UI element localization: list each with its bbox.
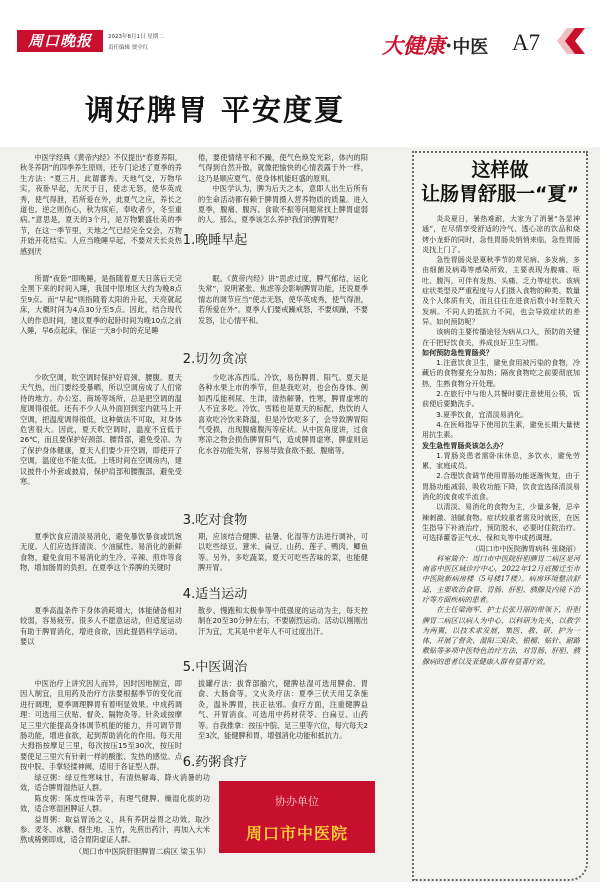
sidebar-subheading: 发生急性胃肠炎该怎么办？	[422, 440, 508, 450]
sidebar-title	[412, 158, 588, 206]
section-heading: 1.晚睡早起	[182, 233, 248, 248]
list-item: 4.在医师指导下使用抗生素，避免长期大量使用抗生素。	[422, 419, 580, 440]
sidebar-title-line: 让肠胃舒服一“夏”	[421, 183, 579, 205]
issue-date: 2023年8月1日 星期二	[108, 34, 164, 40]
list-item: 2.合理饮食调节使用胃肠功能逐渐恢复，由于胃肠功能减弱，吸收功能下降，饮食宜选择清淡易消化的流食或半流食。	[422, 471, 580, 502]
intro-right	[198, 153, 368, 233]
section-3-right	[198, 532, 368, 574]
section-1-right	[198, 274, 368, 337]
paragraph: 炎炎夏日，暑热难耐，大家为了消暑“各显神通”，在尽情享受舒适的冷气、透心凉的饮品和烧烤小龙虾的同时，急性胃肠炎悄悄来临，急性胃肠炎找上门了。	[422, 214, 580, 254]
list-item: 以清淡、易消化的食物为主，少量多餐，忌辛辣刺激、油腻食物。症状较重者需及时就医，在医生指导下补液治疗，预防脱水，必要时住院治疗。可选择藿香正气水、保和丸等中成药调理。	[422, 502, 580, 543]
paragraph: 期，应该结合健脾、祛暑、化湿等方法进行调补，可以吃些绿豆、薏米、扁豆、山药、莲子、鸭肉、鲫鱼等。另外，多吃蔬菜，夏天可吃些苦味的菜，也能健脾开胃。	[198, 532, 368, 573]
list-item: 2.在旅行中与他人共餐时要注意使用公筷，饭前便后要勤洗手。	[422, 389, 580, 409]
newspaper-logo: 周口晚报	[17, 30, 103, 52]
paragraph: 中医学认为，脾为后天之本，意即人出生后所有的生命活动都有赖于脾胃摄入营养物质的质量。进入夏季，腹痛、腹泻、食欲不振等问题常找上脾胃虚弱的人。那么，夏季该怎么养护我们的脾胃呢？	[198, 184, 368, 225]
dept-intro: 在主任梁海军、护士长张月丽的带领下，肝胆脾胃二病区以病人为中心，以科研为先头，以教学为两翼，以技术求发展，集医、教、研、护为一体，开展了督灸、温阳三阳灸、银榴、贴针、耐路敷贴等多项中医特色治疗方法，对胃肠、肝胆、胰腺病的患者以及亚健康人群有显著疗效。	[422, 605, 580, 666]
dept-intro: 科室简介：周口市中医院肝胆脾胃二病区是河南省中医区域诊疗中心，2022年12月底搬迁至市中医院新病房楼（5号楼17楼）。病房环境整洁舒适，主要收治食管、胃肠、肝胆、胰腺及内镜下治疗等方面疾病的患者。	[422, 553, 580, 604]
section-heading: 6.药粥食疗	[182, 755, 248, 770]
paragraph: 夏季高温条件下身体消耗增大，体能储备相对较弱，容易疲劳。很多人不愿意运动，但适度运动有助于脾胃消化，增进食欲，因此提倡科学运动。要以	[20, 606, 182, 647]
section-sub: 中医	[452, 37, 489, 58]
list-item: 1.注意饮食卫生，避免食用被污染的食物，冷藏后的食物要充分加热；隔夜食物吃之前要彻底加热，生熟食物分开处理。	[422, 358, 580, 388]
paragraph: 眠。《黄帝内经》讲“思虑过度，脾气郁结，运化失常”，说明紧张、焦虑等会影响脾胃功能，还说夏季情志的调节应当“使志无怒，使华英成秀，使气得泄，若所爱在外”。夏季人们要戒躁戒怒，不要烦躁，不要发怒，让心情平和。	[198, 274, 368, 325]
paragraph: 所谓“夜卧”即晚睡，是指随着夏天日落后天完全黑下来的时间入睡，我国中原地区大约为晚8点至9点。而“早起”则指随着太阳的升起，天亮就起床，大概时间为4点30分至5点。因此，结合现代人的作息时间，建议夏季的起卧时间为晚10点之前入睡，早6点起床，保证一天8小时的充足睡	[20, 274, 182, 336]
chevron-left-icon	[555, 28, 585, 54]
list-item: 3.夏季饮食，宜清淡易消化。	[436, 409, 529, 419]
section-heading: 3.吃对食物	[182, 513, 248, 528]
paragraph: 拔罐疗法：拔背部腧穴，健脾祛湿可选用脾俞、胃俞、大肠俞等。文火灸疗法：夏季三伏天用艾条施灸，温补脾胃，扶正祛邪。食疗方面，注重健脾益气、开胃消食。可选用中药材茯苓、白扁豆、山药等。自我推拿：按压中脘、足三里等穴位，每穴每天2至3次，能健脾和胃，增强消化功能和抵抗力。	[198, 679, 368, 741]
sponsor-label: 协办单位	[275, 795, 319, 808]
paragraph: 夏季饮食应清淡易消化，避免暴饮暴食或饥饱无度。人们应选择清淡、少油腻性、易消化的新鲜食物，避免食用不易消化的生冷、辛辣、煎炸等食物，增加肠胃的负担。在夏季这个养脾的关键时	[20, 532, 182, 573]
sidebar-title-line: 这样做	[471, 159, 529, 181]
paragraph: 中医治疗上讲究因人而异，因时因地制宜，即因人制宜，且用药及治疗方法要根据季节的变化而进行调理，夏季调理脾胃有着明显效果。中成药调理：可选用三伏贴、督灸、隔物灸等。针灸或按摩足三里穴能提高身体调节机能的能力，并可调节胃肠功能，增进食欲，起到帮助消化的作用。每天用大拇指按摩足三里，每次按压15至30次，按压时要使足三里穴有针刺一样的酸胀、发热的感觉。点按中脘、手掌轻揉神阙，适用于各证型人群。	[20, 679, 182, 772]
paragraph: 陈皮粥：陈皮性味苦辛，有理气健脾、燥湿化痰的功效，适合寒湿困脾证人群。	[20, 793, 210, 814]
section-heading: 2.切勿贪凉	[182, 352, 248, 367]
section-2-left	[20, 373, 182, 498]
sidebar-content	[422, 214, 580, 874]
paragraph: 中医学经典《黄帝内经》不仅提出“春夏养阳，秋冬养阴”的四季养生原则，还专门论述了夏季的养生方法：“夏三月，此谓蕃秀。天地气交，万物华实，夜卧早起，无厌于日，使志无怒，使华英成秀，使气得泄，若所爱在外，此夏气之应，养长之道也。逆之则伤心，秋为痎疟，奉收者少，冬至重病。”意思是，夏天的3个月，是万物繁盛壮美的季节，在这一季节里，天地之气已经完全交会，万物开始开花结实。人应当晚睡早起，不要对天长炎热感到厌	[20, 153, 182, 256]
sidebar-subheading: 如何预防急性胃肠炎？	[422, 347, 493, 357]
section-5-right	[198, 679, 368, 751]
intro-left	[20, 153, 182, 256]
section-4-right	[198, 606, 368, 648]
section-heading: 4.适当运动	[182, 587, 248, 602]
list-item: 1.胃肠炎患者需卧床休息，多饮水，避免劳累，家庭成员。	[422, 450, 580, 471]
section-6	[20, 773, 210, 877]
author-credit: （周口市中医院肝胆脾胃二病区 梁玉华）	[74, 846, 210, 856]
paragraph: 倦，要使情绪平和不躁，使气色焕发光彩，体内的阳气得到自然升散，就像把愉快的心情表露于外一样，这乃是顺应夏气、使身体机能旺盛的原则。	[198, 153, 368, 183]
sponsor-name: 周口市中医院	[245, 824, 348, 843]
section-3-left	[20, 532, 182, 574]
editor: 责任编辑 贾全红	[108, 45, 149, 51]
paragraph: 散步、慢跑和太极拳等中低强度的运动为主，每天控制在20至30分钟左右，不要剧烈运动。活动以刚刚出汗为宜，尤其是中老年人不可过度出汗。	[198, 606, 368, 636]
section-5-left	[20, 679, 182, 772]
paragraph: 绿豆粥：绿豆性寒味甘，有清热解毒、降火消暑的功效，适合脾胃湿热证人群。	[20, 773, 210, 793]
section-heading: 5.中医调治	[182, 660, 248, 675]
paragraph: 益胃粥：取益胃汤之义，具有养阴益胃之功效。取沙参、麦冬、冰糖、细生地、玉竹，先煎出药汁，再加入大米熬成稀粥即成，适合胃阴虚证人群。	[20, 814, 210, 845]
paragraph: 该病的主要传播途径为病从口入，预防的关键在于把好饮食关，养成良好卫生习惯。	[422, 327, 580, 347]
paragraph: 少吹空调，吹空调时保护好肩颈、腰腹。夏天天气热，出门要经受暴晒，所以空调房成了人们常待的地方。办公室、商场等场所，总是把空调的温度调得很低。还有不少人从外面回到室内就马上开空调，把温度调得很低，这种做法不可取，对身体危害很大。因此，夏天吹空调时，温度不宜低于26℃，而且要保护好颈部、腰背部，避免受凉。为了保护身体健康，夏天人们要少开空调，即使开了空调，温度也不能太低。上班时间在空调房内，建议披件小外套或披肩，保护肩部和腰腹部，避免受寒。	[20, 373, 182, 487]
page-number: A7	[512, 30, 541, 55]
section-1-left	[20, 274, 182, 337]
headline: 调好脾胃 平安度夏	[84, 93, 346, 127]
section-title: 大健康·中医	[382, 33, 489, 58]
sponsor-box	[219, 781, 375, 853]
section-name: 大健康	[382, 33, 445, 58]
paragraph: 少吃冰冻西瓜、冷饮，易伤脾胃、阳气。夏天是各种水果上市的季节，但是我吃对，也会伤身体。例如西瓜能利尿、生津，清热解暑，性寒，脾胃虚寒的人不宜多吃。冷饮、雪糕也是夏天的标配，热饮的人喜欢吃冷饮来降温，但是冷饮吃多了，会导致脾胃阳气受损，出现腹痛腹泻等症状。从中医角度讲，过食寒凉之物会损伤脾胃阳气，造成脾胃虚寒，脾虚则运化水谷功能失常，容易导致食欲不振、腹痛等。	[198, 373, 368, 455]
section-4-left	[20, 606, 182, 648]
issue-meta	[108, 32, 164, 54]
section-2-right	[198, 373, 368, 498]
paragraph: 急性胃肠炎是夏秋季节的常见病、多发病，多由细菌及病毒等感染所致，主要表现为腹痛、呕吐、腹泻，可伴有发热、头痛、乏力等症状。该病症状类型及严重程度与人们摄入食物的种类、数量及个人体质有关，而且往往在进食后数小时至数天发病。不同人的抵抗力不同，也会导致症状的差异。如何预防呢？	[422, 255, 580, 326]
author-credit: （周口市中医院脾胃病科 张晓丽）	[471, 543, 580, 553]
